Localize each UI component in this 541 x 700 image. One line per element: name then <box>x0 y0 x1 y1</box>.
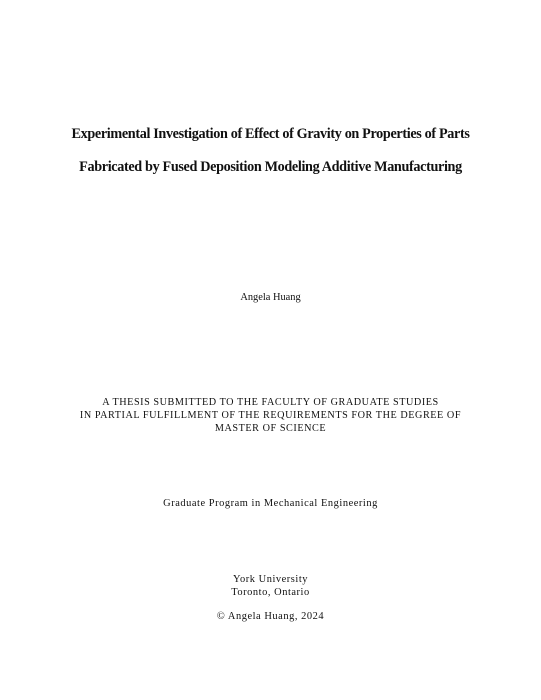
thesis-statement-line-3: MASTER OF SCIENCE <box>214 423 327 434</box>
copyright-notice: © Angela Huang, 2024 <box>216 611 325 622</box>
thesis-statement-line-2: IN PARTIAL FULFILLMENT OF THE REQUIREMENTS FOR THE DEGREE OF <box>79 410 462 421</box>
university-location: Toronto, Ontario <box>231 587 310 598</box>
author-name: Angela Huang <box>240 292 301 303</box>
thesis-title-line-1: Experimental Investigation of Effect of Gravity on Properties of Parts <box>71 126 470 142</box>
graduate-program: Graduate Program in Mechanical Engineering <box>163 498 378 509</box>
university-name: York University <box>232 574 309 585</box>
thesis-title-line-2: Fabricated by Fused Deposition Modeling Additive Manufacturing <box>79 159 462 175</box>
thesis-statement-line-1: A THESIS SUBMITTED TO THE FACULTY OF GRADUATE STUDIES <box>102 397 439 408</box>
